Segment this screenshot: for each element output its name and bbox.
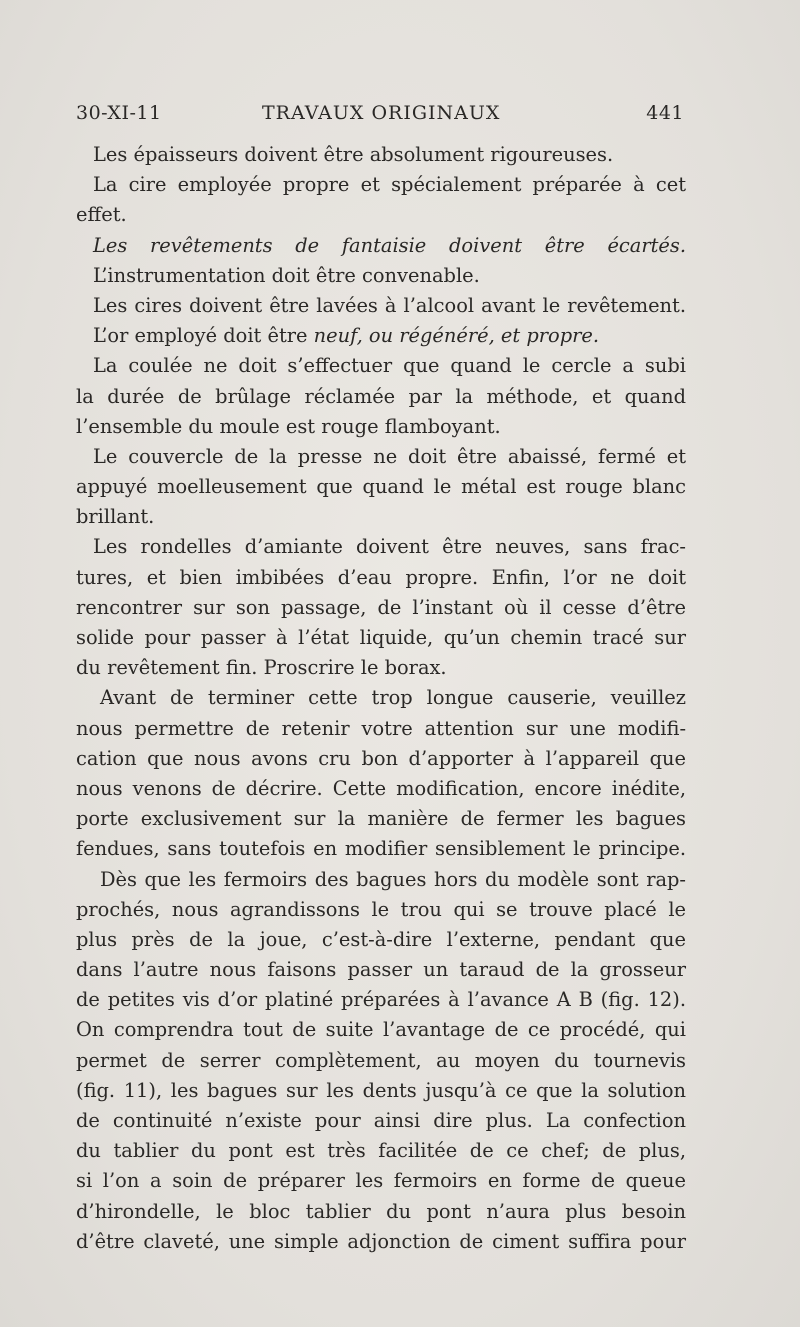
text-line: prochés, nous agrandissons le trou qui se trouve placé le [76,897,686,921]
text-line: solide pour passer à l’état liquide, qu’un chemin tracé sur [76,626,686,649]
text-line: du tablier du pont est très facilitée de ce chef; de plus, [76,1139,686,1163]
text-line: cation que nous avons cru bon d’apporter à l’appareil que [76,746,686,770]
text-line: L’instrumentation doit être convenable. [93,263,480,287]
text-line: La cire employée propre et spécialement préparée à cet [93,173,686,197]
text-line: Dès que les fermoirs des bagues hors du modèle sont rap- [100,867,686,891]
text-line: si l’on a soin de préparer les fermoirs en forme de queue [76,1169,686,1193]
text-line: porte exclusivement sur la manière de fermer les bagues [76,807,686,831]
text-line: Avant de terminer cette trop longue causerie, veuillez [100,686,686,710]
text-segment: L’or employé doit être [93,324,314,348]
text-line: Les cires doivent être lavées à l’alcool avant le revêtement. [93,293,686,317]
text-line: effet. [76,203,127,227]
text-line: de petites vis d’or platiné préparées à l’avance A B (fig. 12). [76,988,686,1012]
text-line: d’hirondelle, le bloc tablier du pont n’aura plus besoin [76,1199,686,1223]
text-line: la durée de brûlage réclamée par la méthode, et quand [76,384,686,408]
text-line: fendues, sans toutefois en modifier sensiblement le principe. [76,837,686,861]
body-text [76,140,686,1257]
text-line: nous permettre de retenir votre attention sur une modifi- [76,716,686,740]
text-line: appuyé moelleusement que quand le métal est rouge blanc [76,475,686,499]
header-date: 30-XI-11 [76,102,162,124]
text-line: Le couvercle de la presse ne doit être abaissé, fermé et [93,444,686,468]
text-line: plus près de la joue, c’est-à-dire l’externe, pendant que [76,927,686,951]
page-number: 441 [646,102,684,124]
text-line: La coulée ne doit s’effectuer que quand le cercle a subi [93,354,686,378]
text-line: Les épaisseurs doivent être absolument rigoureuses. [93,143,614,166]
text-line: permet de serrer complètement, au moyen du tournevis [76,1048,686,1072]
text-line: l’ensemble du moule est rouge flamboyant. [76,414,501,438]
text-line: nous venons de décrire. Cette modification, encore inédite, [76,776,686,800]
running-header [76,102,684,130]
text-line: On comprendra tout de suite l’avantage de ce procédé, qui [76,1018,686,1042]
text-line: Les rondelles d’amiante doivent être neuves, sans frac- [93,535,686,559]
text-line: Les revêtements de fantaisie doivent être écartés. [93,233,686,257]
text-line: d’être claveté, une simple adjonction de ciment suffira pour [76,1229,686,1253]
text-line: rencontrer sur son passage, de l’instant où il cesse d’être [76,595,686,619]
header-title: TRAVAUX ORIGINAUX [262,102,501,124]
text-line: brillant. [76,505,155,529]
text-line: dans l’autre nous faisons passer un taraud de la grosseur [76,958,686,982]
text-line: tures, et bien imbibées d’eau propre. Enfin, l’or ne doit [76,565,686,589]
text-line: (fig. 11), les bagues sur les dents jusqu’à ce que la solution [76,1078,686,1102]
text-line: du revêtement fin. Proscrire le borax. [76,656,447,680]
text-line: de continuité n’existe pour ainsi dire plus. La confection [76,1109,686,1132]
italic-segment: neuf, ou régénéré, et propre. [313,324,600,348]
text-line [76,321,686,351]
